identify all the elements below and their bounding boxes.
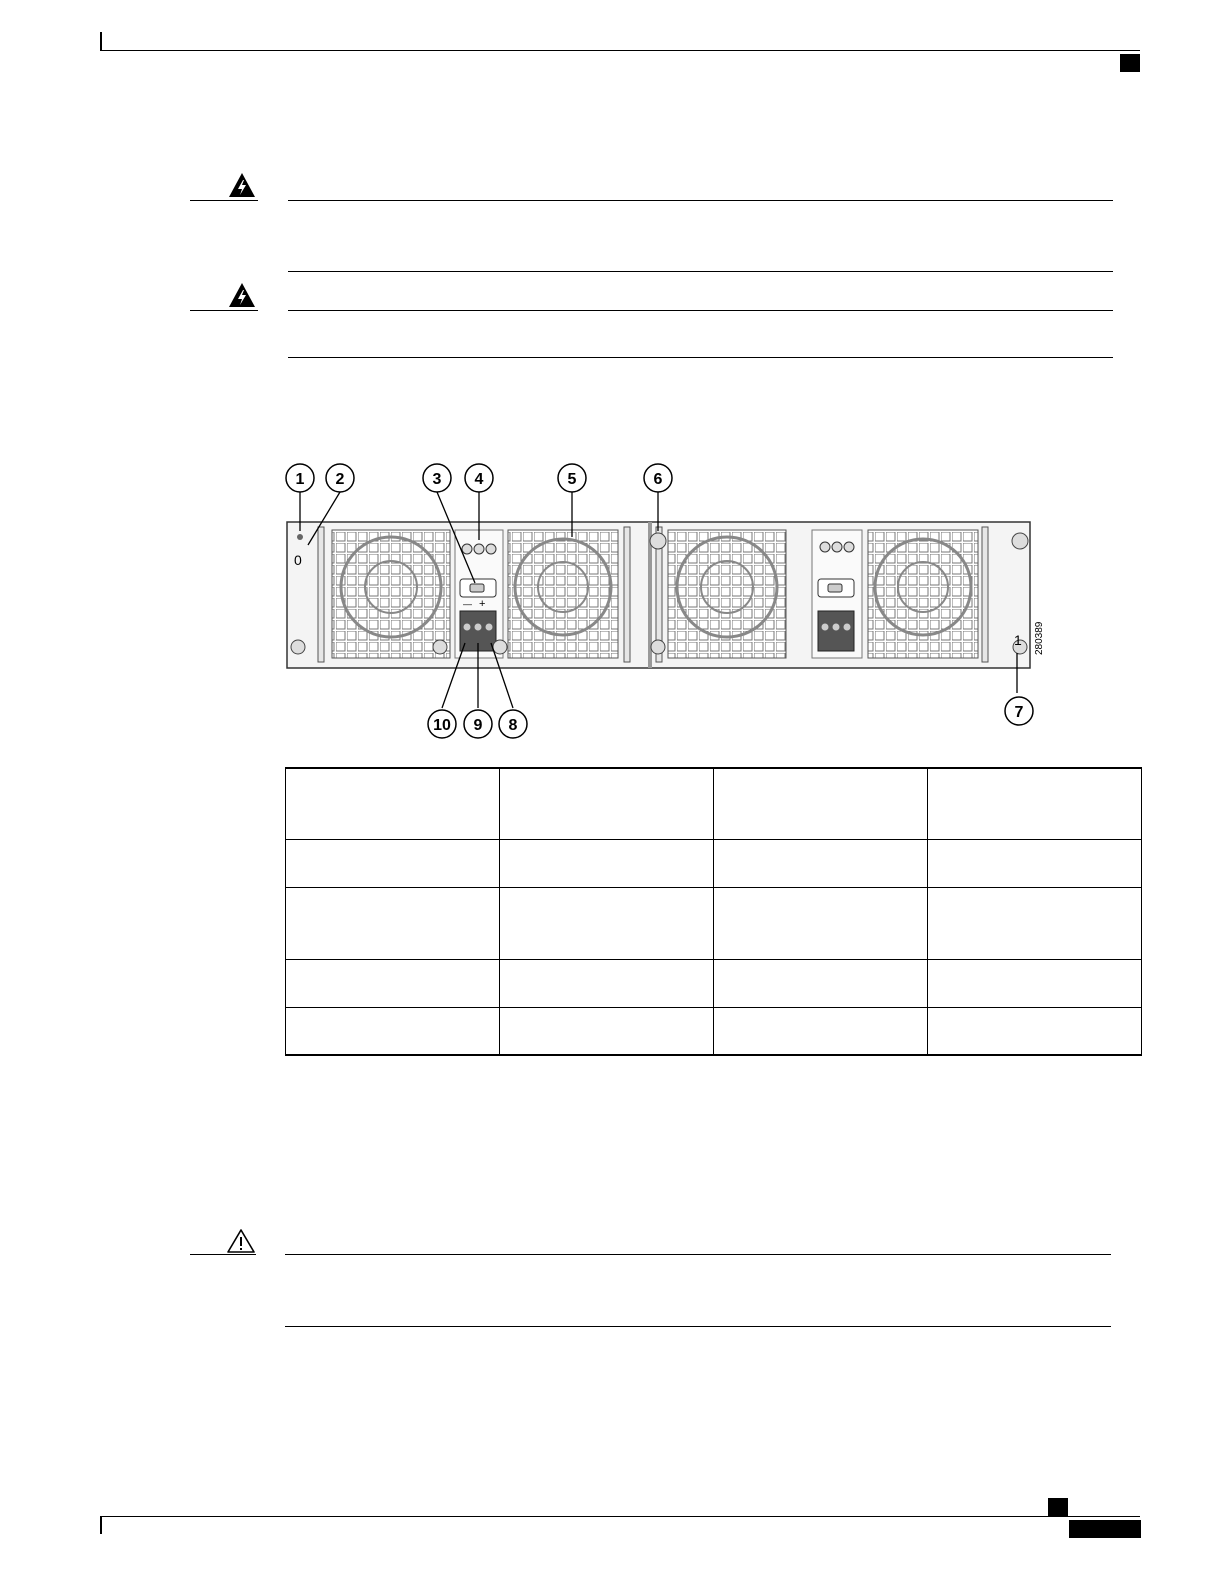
- table-cell: [500, 768, 714, 839]
- table-cell: [928, 1007, 1142, 1055]
- svg-text:1: 1: [1014, 632, 1022, 648]
- table-row: [286, 1007, 1142, 1055]
- table-cell: [286, 768, 500, 839]
- warning-bottom-rule: [288, 271, 1113, 272]
- svg-text:6: 6: [653, 471, 663, 488]
- footer-left-tick: [100, 1516, 102, 1534]
- table-cell: [714, 887, 928, 959]
- warning-icon-underline: [190, 200, 258, 201]
- svg-text:7: 7: [1014, 704, 1024, 721]
- warning-top-rule: [288, 310, 1113, 311]
- table-cell: [286, 887, 500, 959]
- table-cell: [714, 839, 928, 887]
- svg-text:2: 2: [335, 471, 345, 488]
- svg-text:4: 4: [474, 471, 484, 488]
- caution-top-rule: [285, 1254, 1111, 1255]
- svg-text:3: 3: [432, 471, 442, 488]
- footer-rule: [100, 1516, 1140, 1517]
- warning-top-rule: [288, 200, 1113, 201]
- table-cell: [714, 768, 928, 839]
- header-left-tick: [100, 32, 102, 50]
- table-row: [286, 959, 1142, 1007]
- svg-text:1: 1: [295, 471, 305, 488]
- svg-text:—: —: [463, 599, 472, 609]
- header-rule: [100, 50, 1140, 51]
- table-cell: [928, 959, 1142, 1007]
- figure-id: 280389: [1034, 621, 1045, 655]
- caution-icon-underline: [190, 1254, 256, 1255]
- table-cell: [928, 839, 1142, 887]
- header-tab-marker: [1120, 54, 1140, 72]
- svg-text:9: 9: [473, 717, 483, 734]
- svg-text:10: 10: [433, 717, 451, 734]
- table-cell: [286, 959, 500, 1007]
- warning-bottom-rule: [288, 357, 1113, 358]
- component-table: [285, 767, 1142, 1056]
- table-cell: [500, 959, 714, 1007]
- table-cell: [500, 1007, 714, 1055]
- table-cell: [500, 887, 714, 959]
- warning-icon-underline: [190, 310, 258, 311]
- table-cell: [714, 1007, 928, 1055]
- table-row: [286, 839, 1142, 887]
- table-cell: [500, 839, 714, 887]
- warning-icon: [228, 282, 256, 313]
- caution-bottom-rule: [285, 1326, 1111, 1327]
- svg-text:8: 8: [508, 717, 518, 734]
- table-row: [286, 887, 1142, 959]
- table-cell: [286, 1007, 500, 1055]
- power-supply-figure: [270, 455, 1070, 745]
- table-row: [286, 768, 1142, 839]
- table-cell: [714, 959, 928, 1007]
- svg-text:0: 0: [294, 552, 302, 568]
- table-cell: [928, 768, 1142, 839]
- table-cell: [928, 887, 1142, 959]
- svg-text:5: 5: [567, 471, 577, 488]
- page-number-block: [1069, 1520, 1141, 1538]
- right-psu-module: [650, 527, 1028, 662]
- footer-tab-marker: [1048, 1498, 1068, 1516]
- svg-text:+: +: [479, 598, 486, 610]
- table-cell: [286, 839, 500, 887]
- warning-icon: [228, 172, 256, 203]
